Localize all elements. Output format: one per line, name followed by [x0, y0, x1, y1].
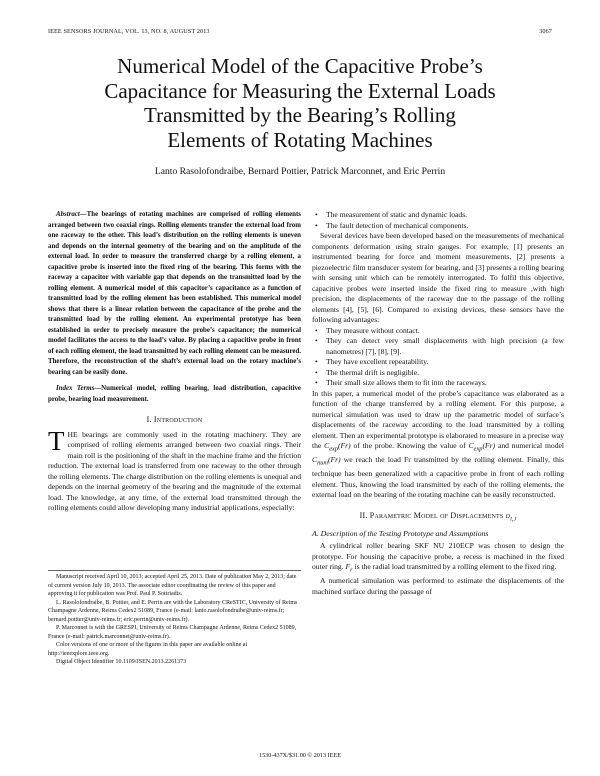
abstract-label: Abstract— [56, 211, 87, 218]
paper-title [40, 54, 560, 152]
math-sub: num [317, 459, 328, 467]
math-sub: exp [329, 445, 339, 453]
list-item: • The fault detection of mechanical components. [312, 221, 564, 232]
left-column [48, 210, 301, 514]
section-heading-parametric-model [312, 511, 564, 525]
intro-text: bearings are commonly used in the rotating machinery. They are comprised of rolling elements arranged between two coaxial rings. Their main roll is the positioning of the shaft in the machine frame and the friction reduction. The external load is transferred from one raceway to the other through the rolling elements. The charge distribution on the rolling elements is unequal and depends on the internal geometry of the bearing and the magnitude of the external load. The knowledge, at any time, of the external load transmitted through the rolling elements could allow developing many industrial applications, especially: [48, 429, 301, 512]
abstract-text: The bearings of rotating machines are comprised of rolling elements arranged between two coaxial rings. Rolling elements transfer the external load from one raceway to the other. This load’s distribution on the rolling elements is uneven and depends on the internal geometry of the bearing and on the amplitude of the external load. In order to measure the transferred charge by a rolling element, a capacitive probe is inserted into the fixed ring of the bearing. This forms with the raceway a capacitor with variable gap that depends on the transmitted load by the rolling element. A numerical model of this capacitor’s capacitance as a function of transmitted load by the rolling element has been established. This numerical model shows that there is a linear relation between the capacitance of the probe and the transmitted load by the rolling element. An experimental prototype has been established in order to precisely measure the probe’s capacitance; the numerical model facilitates the access to the load’s value. By placing a capacitive probe in front of each rolling element, the load transmitted by each rolling element can be measured. Therefore, the reconstruction of the shaft’s external load on the rotary machine’s bearing can be easily done. [48, 211, 301, 376]
footnote: Color versions of one or more of the figures in this paper are available online at http://ieeexplore.ieee.org. [48, 642, 248, 657]
running-header [48, 28, 552, 38]
list-item: • They have excellent repeatability. [312, 357, 564, 368]
abstract [48, 210, 301, 378]
footnote: P. Marconnet is with the GRESPI, University of Reims Champagne Ardenne, Reims Cedex2 51089, France (e-mail: patrick.marconnet@univ-reims.fr). [48, 625, 297, 640]
drop-cap: T [48, 425, 65, 456]
text-run: In this paper, a numerical model of the probe’s capacitance was elaborated as a function of the charge transferred by a rolling element. For this purpose, a numerical simulation was used to draw up the parametric model of surface’s displacements of the raceway according to the load transmitted by a rolling element. Then an experimental prototype is elaborated to measure in a precise way the [312, 388, 564, 450]
math-c: C [312, 455, 318, 465]
math-arg: (Fr) [338, 441, 351, 450]
footnotes [48, 570, 301, 667]
text-run: A cylindrical roller bearing SKF NU 210ECP was chosen to design the prototype. For housing the capacitive probe, a recess is machined in the fixed outer ring. [312, 541, 564, 572]
math-sub: i,j [510, 515, 517, 523]
footnote: Manuscript received April 10, 2013; accepted April 25, 2013. Date of publication May 2, 2013; date of current version July 10, 2013. The associate editor coordinating the review of this paper and approving it for publication was Prof. Paul P. Sotiriadis. [48, 574, 297, 597]
list-item: • The thermal drift is negligible. [312, 368, 564, 379]
list-item: • The measurement of static and dynamic loads. [312, 210, 564, 221]
footnote: L. Rasolofondraibe, B. Pottier, and E. Perrin are with the Laboratory CReSTIC, University of Reims Champagne Ardenne, Reims Cedex2 51089, France (e-mail: lanto.rasolofondraibe@univ-reims.fr; bernard.pottier@univ-reims.fr; eric.perrin@univ-reims.fr). [48, 599, 298, 623]
author-list: Lanto Rasolofondraibe, Bernard Pottier, Patrick Marconnet, and Eric Perrin [154, 166, 446, 177]
title-line: Capacitance for Measuring the External Loads [104, 78, 496, 103]
math-sub: exp [473, 445, 483, 453]
footnote: Digital Object Identifier 10.1109/JSEN.2013.2261373 [56, 659, 187, 665]
math-c: C [468, 441, 474, 450]
list-item: • Their small size allows them to fit into the raceways. [312, 378, 564, 389]
math-arg: (Fr) [327, 455, 341, 465]
index-terms-label: Index Terms— [56, 385, 102, 392]
list-item: • They measure without contact. [312, 326, 564, 337]
text-run: is the radial load transmitted by a rolling element to the fixed ring. [352, 562, 557, 572]
text-run: of the probe. Knowing the value of [350, 441, 469, 450]
title-line: Numerical Model of the Capacitive Probe’s [117, 54, 483, 78]
title-line: Transmitted by the Bearing’s Rolling [144, 103, 456, 128]
section-heading-introduction: I. Introduction [146, 415, 203, 424]
math-sub: r [350, 566, 353, 574]
application-list [312, 210, 564, 231]
text-run: we reach the load Fr transmitted by the rolling element. Finally, this technique has been generalized with a capacitive probe in front of each rolling element. Thus, knowing the load transmitted by each of the rolling elements, the external load on the bearing of the rotating machine can be easily reconstructed. [312, 455, 564, 500]
heading-text: II. Parametric Model of Displacements [359, 510, 506, 520]
page-number: 3067 [539, 28, 552, 35]
subsection-heading: A. Description of the Testing Prototype and Assumptions [312, 528, 489, 538]
paragraph: Several devices have been developed based on the measurements of mechanical components deformation using strain gauges. For example, [1] presents an instrumented bearing for force and moment measurements, [2] presents a piezoelectric film transducer system for bearing, and [3] presents a rolling bearing with sensing unit which can be remotely interrogated. To fulfil this objective, capacitive probes were inserted inside the fixed ring to measure ,with high precision, the displacements of the raceway due to the passage of the rolling elements [4], [5], [6]. Compared to existing devices, these sensors have the following advantages: [312, 231, 564, 324]
math-arg: (Fr) [482, 441, 496, 450]
math-f: F [345, 562, 351, 572]
list-item: • They can detect very small displacements with high precision (a few nanometres) [7], [8], [9]. [312, 336, 564, 357]
intro-paragraph [48, 425, 301, 514]
paragraph [312, 389, 564, 501]
paragraph: A numerical simulation was performed to estimate the displacements of the machined surface during the passage of [312, 576, 564, 596]
index-terms-text: Numerical model, rolling bearing, load distribution, capacitive probe, bearing load measurement. [48, 385, 301, 403]
first-word-rest: HE [67, 429, 78, 439]
title-line: Elements of Rotating Machines [167, 127, 433, 152]
right-column [312, 210, 564, 597]
math-d: d [505, 510, 511, 520]
index-terms [48, 384, 301, 405]
advantages-list [312, 326, 564, 389]
text-run: and numerical model [495, 441, 564, 450]
journal-citation: IEEE SENSORS JOURNAL, VOL. 13, NO. 8, AUGUST 2013 [48, 28, 210, 35]
copyright-footer: 1530-437X/$31.00 © 2013 IEEE [258, 752, 342, 759]
paragraph [312, 541, 564, 576]
math-c: C [324, 441, 330, 450]
